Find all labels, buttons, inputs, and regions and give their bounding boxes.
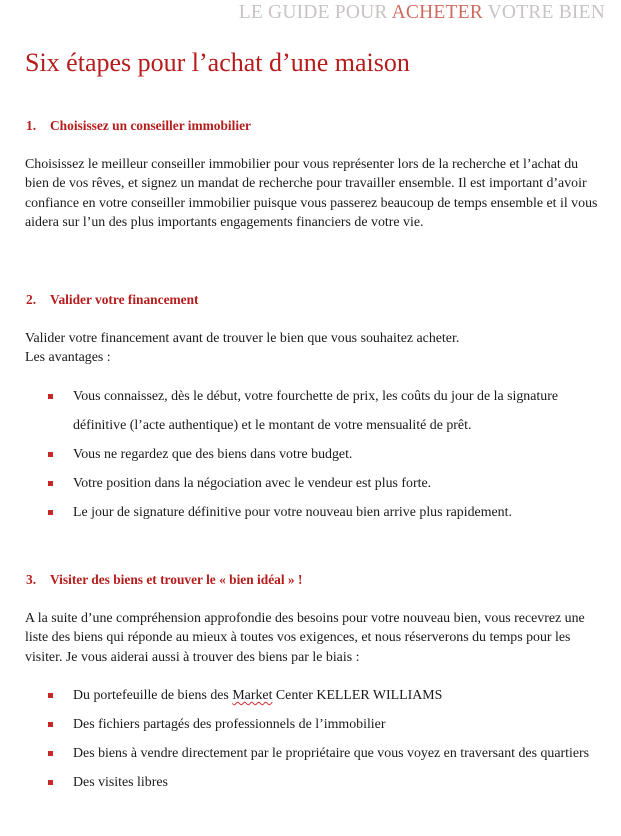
section-2-advantages-label: Les avantages :	[25, 350, 111, 366]
list-item-text: Des visites libres	[73, 775, 168, 790]
running-header-accent: ACHETER	[391, 2, 483, 23]
section-1-title: Choisissez un conseiller immobilier	[50, 118, 251, 133]
list-item	[48, 739, 608, 768]
running-header-prefix: LE GUIDE POUR	[238, 2, 392, 23]
section-2-bullet-list	[48, 382, 608, 527]
list-item-text: Center KELLER WILLIAMS	[272, 688, 443, 703]
bullet-square-icon	[48, 510, 53, 515]
list-item	[48, 681, 608, 710]
bullet-square-icon	[48, 751, 53, 756]
bullet-square-icon	[48, 481, 53, 486]
list-item	[48, 469, 608, 498]
list-item	[48, 710, 608, 739]
list-item-text: Des biens à vendre directement par le propriétaire que vous voyez en traversant des quartiers	[73, 746, 590, 761]
list-item-text: Vous ne regardez que des biens dans votre budget.	[73, 447, 353, 462]
list-item	[48, 768, 608, 797]
list-item	[48, 440, 608, 469]
list-item	[48, 382, 608, 440]
section-3-title: Visiter des biens et trouver le « bien idéal » !	[50, 572, 303, 587]
list-item	[48, 498, 608, 527]
section-1-heading	[26, 118, 251, 134]
list-item-text: Vous connaissez, dès le début, votre fourchette de prix, les coûts du jour de la signature définitive (l’acte authentique) et le montant de votre mensualité de prêt.	[73, 389, 559, 433]
section-2-intro: Valider votre financement avant de trouver le bien que vous souhaitez acheter.	[25, 331, 460, 346]
bullet-square-icon	[48, 693, 53, 698]
bullet-square-icon	[48, 780, 53, 785]
section-3-number: 3.	[26, 572, 37, 587]
section-1-paragraph: Choisissez le meilleur conseiller immobilier pour vous représenter lors de la recherche et l’achat du bien de vos rêves, et signez un mandat de recherche pour travailler ensemble. Il est important d’avoir confiance en votre conseiller immobilier puisque vous passerez beaucoup de temps ensemble et il vous aidera sur l’un des plus importants engagements financiers de votre vie.	[25, 157, 598, 231]
section-3-paragraph: A la suite d’une compréhension approfondie des besoins pour votre nouveau bien, vous recevrez une liste des biens qui réponde au mieux à toutes vos exigences, et nous réserverons du temps pour les visiter. Je vous aiderai aussi à trouver des biens par le biais :	[25, 611, 585, 665]
section-3-heading	[26, 572, 302, 588]
section-3-bullet-list	[48, 681, 608, 797]
document-title: Six étapes pour l’achat d’une maison	[25, 48, 410, 77]
list-item-text: Des fichiers partagés des professionnels de l’immobilier	[73, 717, 386, 732]
running-header-suffix: VOTRE BIEN	[482, 2, 605, 23]
section-2-paragraph	[25, 329, 605, 368]
section-1-number: 1.	[26, 118, 37, 133]
section-2-heading	[26, 292, 199, 308]
spellcheck-flagged-word[interactable]: Market	[232, 688, 273, 703]
running-header	[239, 2, 605, 24]
bullet-square-icon	[48, 722, 53, 727]
list-item-text: Le jour de signature définitive pour votre nouveau bien arrive plus rapidement.	[73, 505, 512, 520]
bullet-square-icon	[48, 452, 53, 457]
bullet-square-icon	[48, 394, 53, 399]
section-2-number: 2.	[26, 292, 37, 307]
list-item-text: Du portefeuille de biens des	[73, 688, 233, 703]
section-2-title: Valider votre financement	[50, 292, 199, 307]
list-item-text: Votre position dans la négociation avec le vendeur est plus forte.	[73, 476, 432, 491]
